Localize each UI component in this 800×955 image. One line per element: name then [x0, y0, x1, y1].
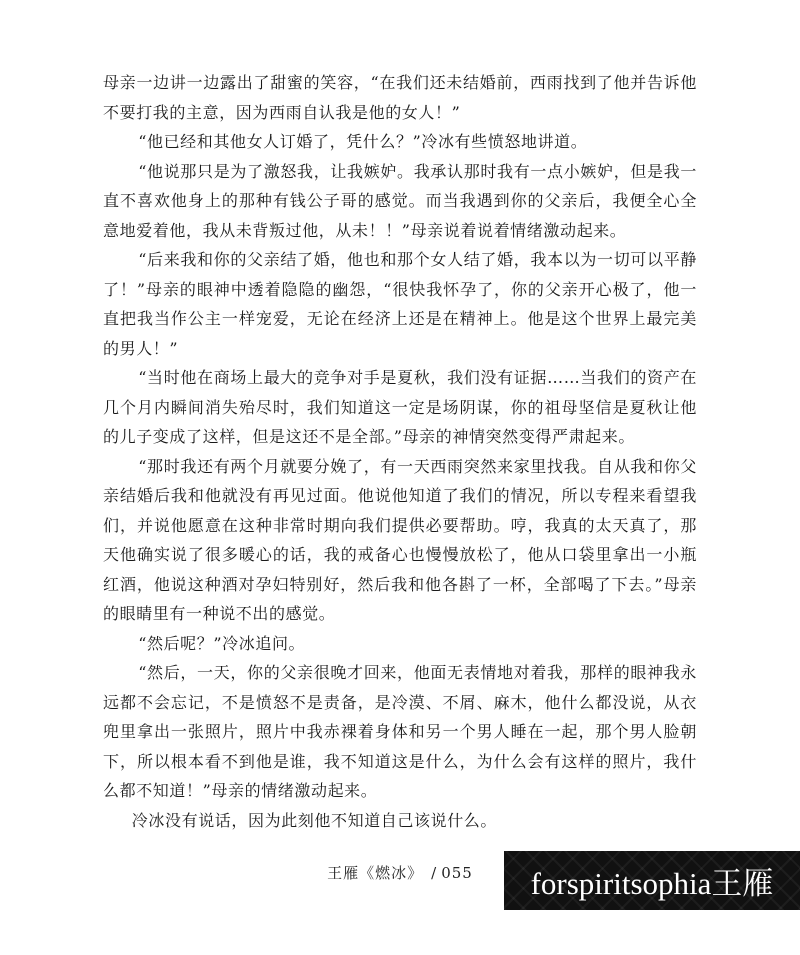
paragraph: 冷冰没有说话，因为此刻他不知道自己该说什么。	[131, 810, 497, 830]
watermark-banner	[504, 851, 800, 910]
watermark-text: forspiritsophia王雁	[530, 866, 774, 901]
paragraph: “然后呢？”冷冰追问。	[138, 633, 306, 653]
paragraph: “然后，一天，你的父亲很晚才回来，他面无表情地对着我，那样的眼神我永远都不会忘记，不是愤怒不是责备，是冷漠、不屑、麻木，他什么都没说，从衣兜里拿出一张照片，照片中我赤裸着身体和另一个男人睡在一起，那个男人脸朝下，所以根本看不到他是谁，我不知道这是什么，为什么会有这样的照片，我什么都不知道！”母亲的情绪激动起来。	[103, 663, 697, 800]
paragraph: “当时他在商场上最大的竞争对手是夏秋，我们没有证据……当我们的资产在几个月内瞬间消失殆尽时，我们知道这一定是场阴谋，你的祖母坚信是夏秋让他的儿子变成了这样，但是这还不是全部。”母亲的神情突然变得严肃起来。	[103, 368, 697, 446]
paragraph: “那时我还有两个月就要分娩了，有一天西雨突然来家里找我。自从我和你父亲结婚后我和他就没有再见过面。他说他知道了我们的情况，所以专程来看望我们，并说他愿意在这种非常时期向我们提供必要帮助。哼，我真的太天真了，那天他确实说了很多暖心的话，我的戒备心也慢慢放松了，他从口袋里拿出一小瓶红酒，他说这种酒对孕妇特别好，然后我和他各斟了一杯，全部喝了下去。”母亲的眼睛里有一种说不出的感觉。	[103, 456, 697, 623]
footer-separator: /	[431, 864, 438, 882]
footer-book-title: 王雁《燃冰》	[327, 864, 424, 882]
paragraph: “他已经和其他女人订婚了，凭什么？”冷冰有些愤怒地讲道。	[138, 132, 588, 151]
paragraph: 母亲一边讲一边露出了甜蜜的笑容，“在我们还未结婚前，西雨找到了他并告诉他不要打我的主意，因为西雨自认我是他的女人！”	[103, 73, 697, 122]
paragraph: “他说那只是为了激怒我，让我嫉妒。我承认那时我有一点小嫉妒，但是我一直不喜欢他身上的那种有钱公子哥的感觉。而当我遇到你的父亲后，我便全心全意地爱着他，我从未背叛过他，从未！！”母亲说着说着情绪激动起来。	[103, 161, 697, 240]
page-body	[103, 68, 697, 835]
page-number: 055	[441, 864, 473, 882]
paragraph: “后来我和你的父亲结了婚，他也和那个女人结了婚，我本以为一切可以平静了！”母亲的眼神中透着隐隐的幽怨，“很快我怀孕了，你的父亲开心极了，他一直把我当作公主一样宠爱，无论在经济上还是在精神上。他是这个世界上最完美的男人！”	[103, 250, 697, 358]
